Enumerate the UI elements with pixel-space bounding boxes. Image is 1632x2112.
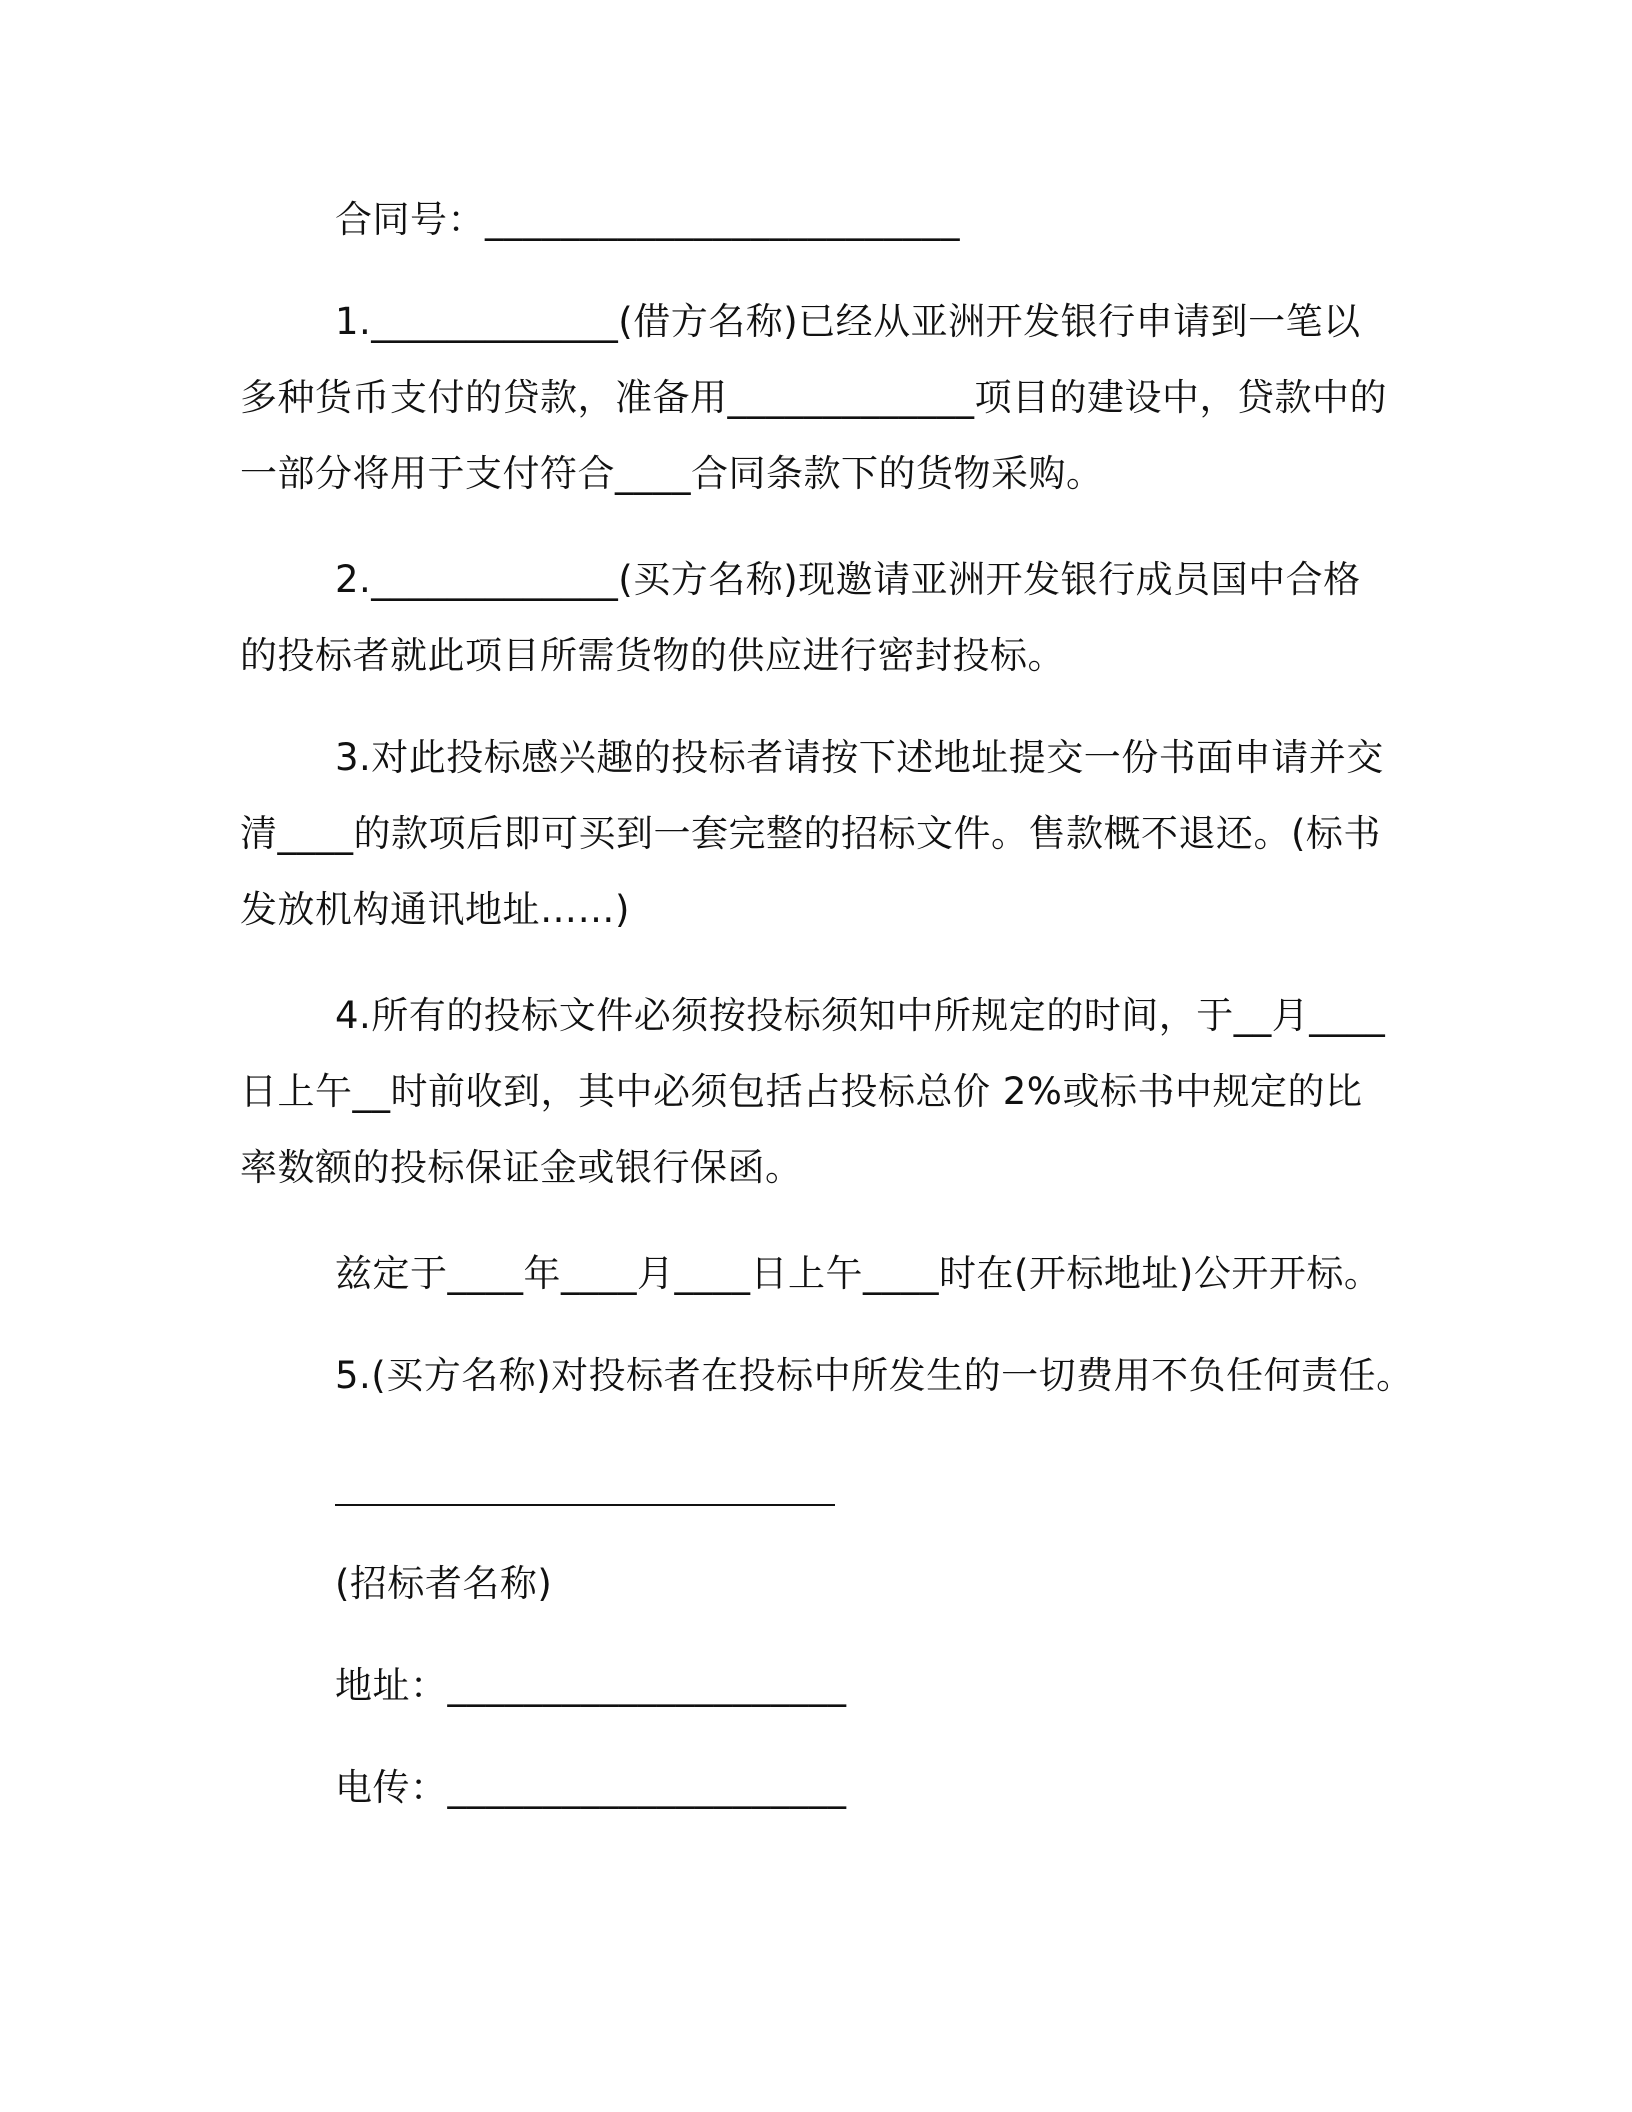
address-line: 地址：_____________________ bbox=[335, 1664, 847, 1707]
item-2-line-1: 2._____________(买方名称)现邀请亚洲开发银行成员国中合格 bbox=[335, 558, 1361, 601]
item-2-line-2: 的投标者就此项目所需货物的供应进行密封投标。 bbox=[240, 634, 1065, 677]
item-3-line-1: 3.对此投标感兴趣的投标者请按下述地址提交一份书面申请并交 bbox=[335, 736, 1384, 779]
item-4-line-3: 率数额的投标保证金或银行保函。 bbox=[240, 1146, 803, 1189]
telex-line: 电传：_____________________ bbox=[335, 1766, 847, 1809]
bid-opening-line: 兹定于____年____月____日上午____时在(开标地址)公开开标。 bbox=[335, 1252, 1382, 1295]
item-1-line-1: 1._____________(借方名称)已经从亚洲开发银行申请到一笔以 bbox=[335, 300, 1361, 343]
item-4-line-1: 4.所有的投标文件必须按投标须知中所规定的时间，于__月____ bbox=[335, 994, 1386, 1037]
signature-blank-line bbox=[335, 1504, 835, 1506]
tenderer-name-label: (招标者名称) bbox=[335, 1562, 553, 1605]
item-4-line-2: 日上午__时前收到，其中必须包括占投标总价 2%或标书中规定的比 bbox=[240, 1070, 1363, 1113]
contract-number-line: 合同号：_________________________ bbox=[335, 198, 960, 241]
item-1-line-2: 多种货币支付的贷款，准备用_____________项目的建设中，贷款中的 bbox=[240, 376, 1387, 419]
item-3-line-3: 发放机构通讯地址……) bbox=[240, 888, 630, 931]
item-1-line-3: 一部分将用于支付符合____合同条款下的货物采购。 bbox=[240, 452, 1104, 495]
item-5-line: 5.(买方名称)对投标者在投标中所发生的一切费用不负任何责任。 bbox=[335, 1354, 1414, 1397]
item-3-line-2: 清____的款项后即可买到一套完整的招标文件。售款概不退还。(标书 bbox=[240, 812, 1381, 855]
